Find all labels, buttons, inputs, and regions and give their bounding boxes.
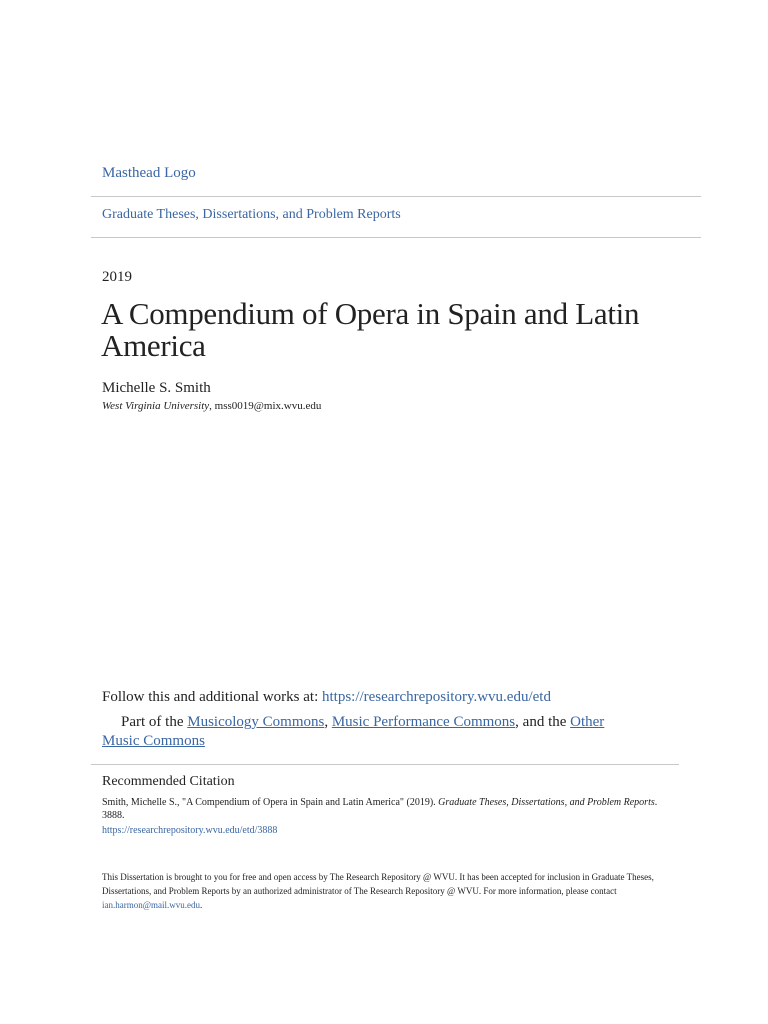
part-of-prefix: Part of the [121, 714, 188, 730]
citation-text: Smith, Michelle S., "A Compendium of Opera in Spain and Latin America" (2019). [102, 797, 439, 808]
header-divider-bottom [91, 237, 701, 238]
access-notice [102, 870, 672, 912]
musicology-commons-link[interactable]: Musicology Commons [187, 714, 325, 730]
recommended-citation-heading: Recommended Citation [102, 774, 235, 789]
citation-series: Graduate Theses, Dissertations, and Problem Reports [438, 797, 655, 808]
contact-email-link[interactable]: ian.harmon@mail.wvu.edu [102, 900, 201, 910]
header-divider-top [91, 196, 701, 197]
follow-works-line [102, 689, 551, 706]
collection-link[interactable]: Graduate Theses, Dissertations, and Problem Reports [102, 207, 401, 222]
access-notice-end: . [200, 900, 203, 910]
part-of-separator-1: , [324, 714, 332, 730]
author-name: Michelle S. Smith [102, 380, 211, 396]
access-notice-text: This Dissertation is brought to you for free and open access by The Research Repository @ WVU. It has been accepted for inclusion in Graduate Theses, Dissertations, and Problem Reports by an authorized administrator of The Research Repository @ WVU. For more information, please contact [102, 872, 654, 896]
masthead-logo-link[interactable]: Masthead Logo [102, 165, 196, 181]
part-of-separator-2: , and the [515, 714, 571, 730]
affiliation-separator: , [209, 400, 215, 412]
citation-url-link[interactable]: https://researchrepository.wvu.edu/etd/3888 [102, 825, 278, 836]
publication-year: 2019 [102, 269, 132, 285]
author-affiliation [102, 400, 321, 412]
part-of-commons [102, 713, 642, 751]
document-title: A Compendium of Opera in Spain and Latin America [101, 296, 640, 363]
repository-link[interactable]: https://researchrepository.wvu.edu/etd [321, 689, 551, 705]
citation-number: . 3888. [102, 797, 658, 821]
music-performance-commons-link[interactable]: Music Performance Commons [331, 714, 516, 730]
citation-block [102, 796, 677, 837]
citation-divider [91, 764, 679, 765]
author-email: mss0019@mix.wvu.edu [214, 400, 322, 412]
other-music-commons-link[interactable]: Other Music Commons [102, 714, 605, 749]
affiliation-institution: West Virginia University [102, 400, 210, 412]
follow-prefix: Follow this and additional works at: [102, 689, 322, 705]
